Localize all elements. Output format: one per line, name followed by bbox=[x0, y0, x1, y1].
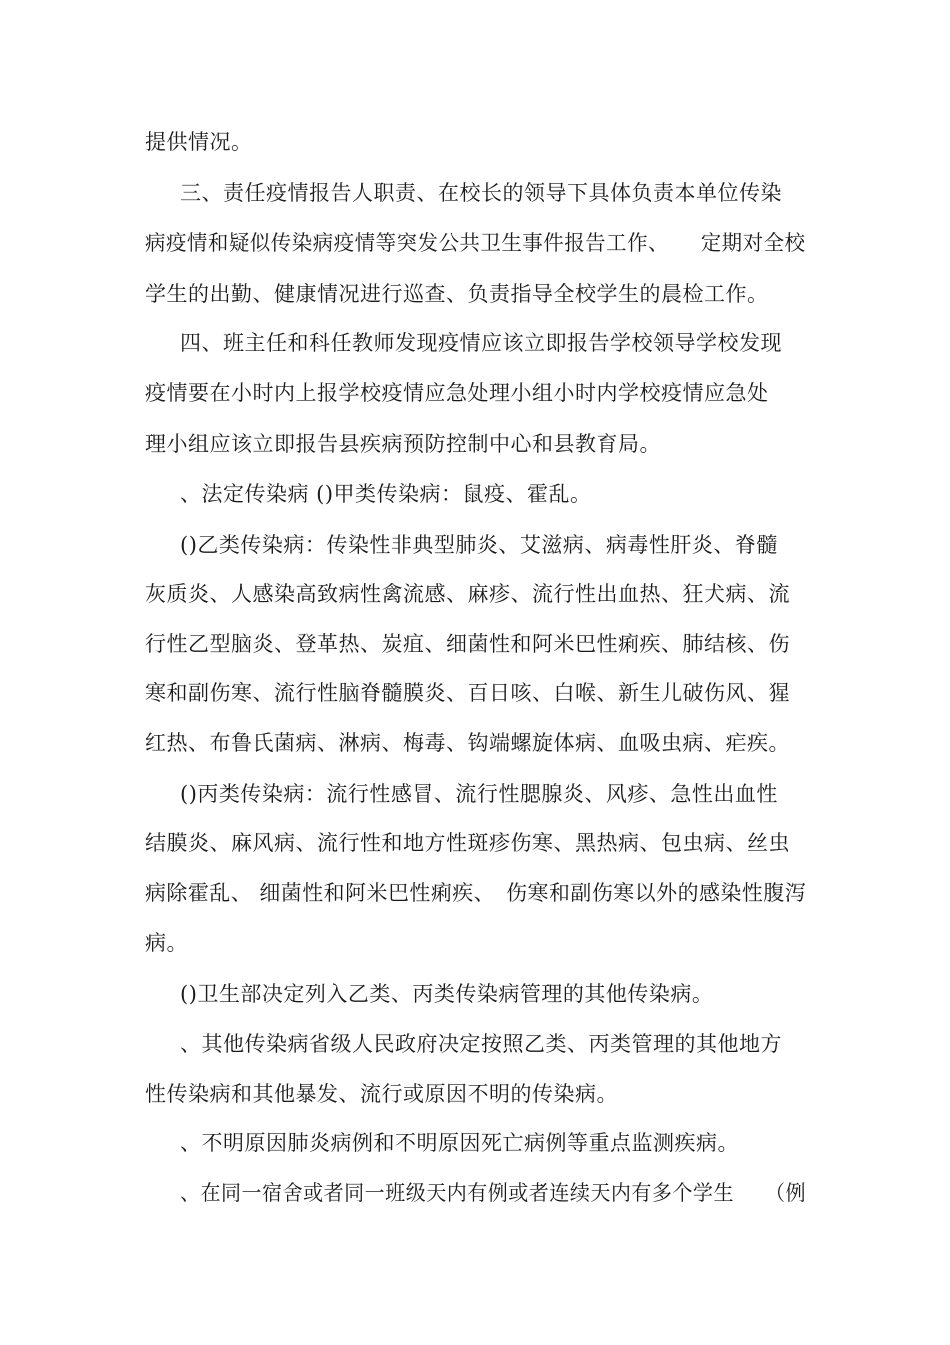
text-line: 疫情要在小时内上报学校疫情应急处理小组小时内学校疫情应急处 bbox=[145, 381, 769, 405]
text-line: 病疫情和疑似传染病疫情等突发公共卫生事件报告工作、 定期对全校 bbox=[145, 231, 806, 255]
text-line: 、法定传染病 ()甲类传染病：鼠疫、霍乱。 bbox=[180, 482, 592, 506]
text-line: 结膜炎、麻风病、流行性和地方性斑疹伤寒、黑热病、包虫病、丝虫 bbox=[145, 831, 790, 855]
text-line: 提供情况。 bbox=[145, 130, 253, 154]
text-line: 、其他传染病省级人民政府决定按照乙类、丙类管理的其他地方 bbox=[180, 1032, 782, 1056]
text-line: 四、班主任和科任教师发现疫情应该立即报告学校领导学校发现 bbox=[180, 331, 782, 355]
text-line: 红热、布鲁氏菌病、淋病、梅毒、钩端螺旋体病、血吸虫病、疟疾。 bbox=[145, 731, 790, 755]
text-line: 、不明原因肺炎病例和不明原因死亡病例等重点监测疾病。 bbox=[180, 1131, 739, 1155]
text-line: 灰质炎、人感染高致病性禽流感、麻疹、流行性出血热、狂犬病、流 bbox=[145, 582, 790, 606]
text-line: 行性乙型脑炎、登革热、炭疽、细菌性和阿米巴性痢疾、肺结核、伤 bbox=[145, 632, 790, 656]
text-line: 病除霍乱、 细菌性和阿米巴性痢疾、 伤寒和副伤寒以外的感染性腹泻 bbox=[145, 881, 807, 905]
text-line: 理小组应该立即报告县疾病预防控制中心和县教育局。 bbox=[145, 432, 661, 456]
text-line: ()乙类传染病：传染性非典型肺炎、艾滋病、病毒性肝炎、脊髓 bbox=[180, 533, 778, 557]
text-line: 寒和副伤寒、流行性脑脊髓膜炎、百日咳、白喉、新生儿破伤风、猩 bbox=[145, 681, 790, 705]
text-line: 、在同一宿舍或者同一班级天内有例或者连续天内有多个学生 （例 bbox=[180, 1181, 807, 1205]
text-line: 三、责任疫情报告人职责、在校长的领导下具体负责本单位传染 bbox=[180, 181, 782, 205]
text-line: 病。 bbox=[145, 931, 188, 955]
text-line: 性传染病和其他暴发、流行或原因不明的传染病。 bbox=[145, 1082, 618, 1106]
text-line: ()丙类传染病：流行性感冒、流行性腮腺炎、风疹、急性出血性 bbox=[180, 782, 778, 806]
text-line: 学生的出勤、健康情况进行巡查、负责指导全校学生的晨检工作。 bbox=[145, 282, 769, 306]
text-line: ()卫生部决定列入乙类、丙类传染病管理的其他传染病。 bbox=[180, 982, 714, 1006]
